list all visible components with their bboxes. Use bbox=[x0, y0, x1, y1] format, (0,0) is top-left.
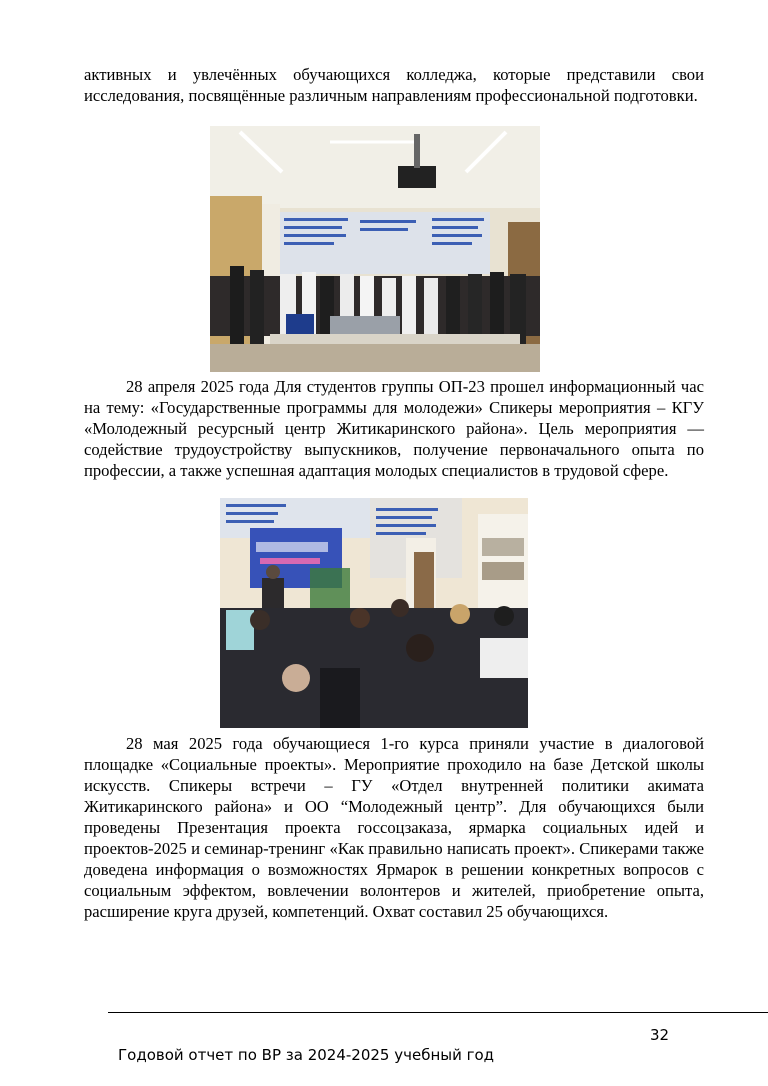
presentation-photo bbox=[220, 498, 528, 728]
footer-report-title: Годовой отчет по ВР за 2024-2025 учебный год bbox=[118, 1046, 495, 1064]
group-photo bbox=[210, 126, 540, 372]
may-event-paragraph: 28 мая 2025 года обучающиеся 1-го курса приняли участие в диалоговой площадке «Социальные проекты». Мероприятие проходило на базе Детской школы искусств. Спикеры встречи – ГУ «Отдел внутренней политики акимата Житикаринского района» и ОО “Молодежный центр”. Для обучающихся были проведены Презентация проекта госсоцзаказа, ярмарка социальных идей и проектов-2025 и семинар-тренинг «Как правильно написать проект». Спикерами также доведена информация о возможностях Ярмарок в решении конкретных вопросов с социальным эффектом, вовлечении волонтеров и жителей, приобретение опыта, расширение круга друзей, компетенций. Охват составил 25 обучающихся. bbox=[84, 734, 704, 921]
intro-paragraph: активных и увлечённых обучающихся колледжа, которые представили свои исследования, посвящённые различным направлениям профессиональной подготовки. bbox=[84, 65, 704, 105]
footer-divider bbox=[108, 1012, 768, 1013]
page-number: 32 bbox=[650, 1026, 670, 1044]
april-event-paragraph: 28 апреля 2025 года Для студентов группы ОП-23 прошел информационный час на тему: «Государственные программы для молодежи» Спикеры мероприятия – КГУ «Молодежный ресурсный центр Житикаринского района». Цель мероприятия — содействие трудоустройству выпускников, получение первоначального опыта по профессии, а также успешная адаптация молодых специалистов в трудовой сфере. bbox=[84, 377, 704, 480]
